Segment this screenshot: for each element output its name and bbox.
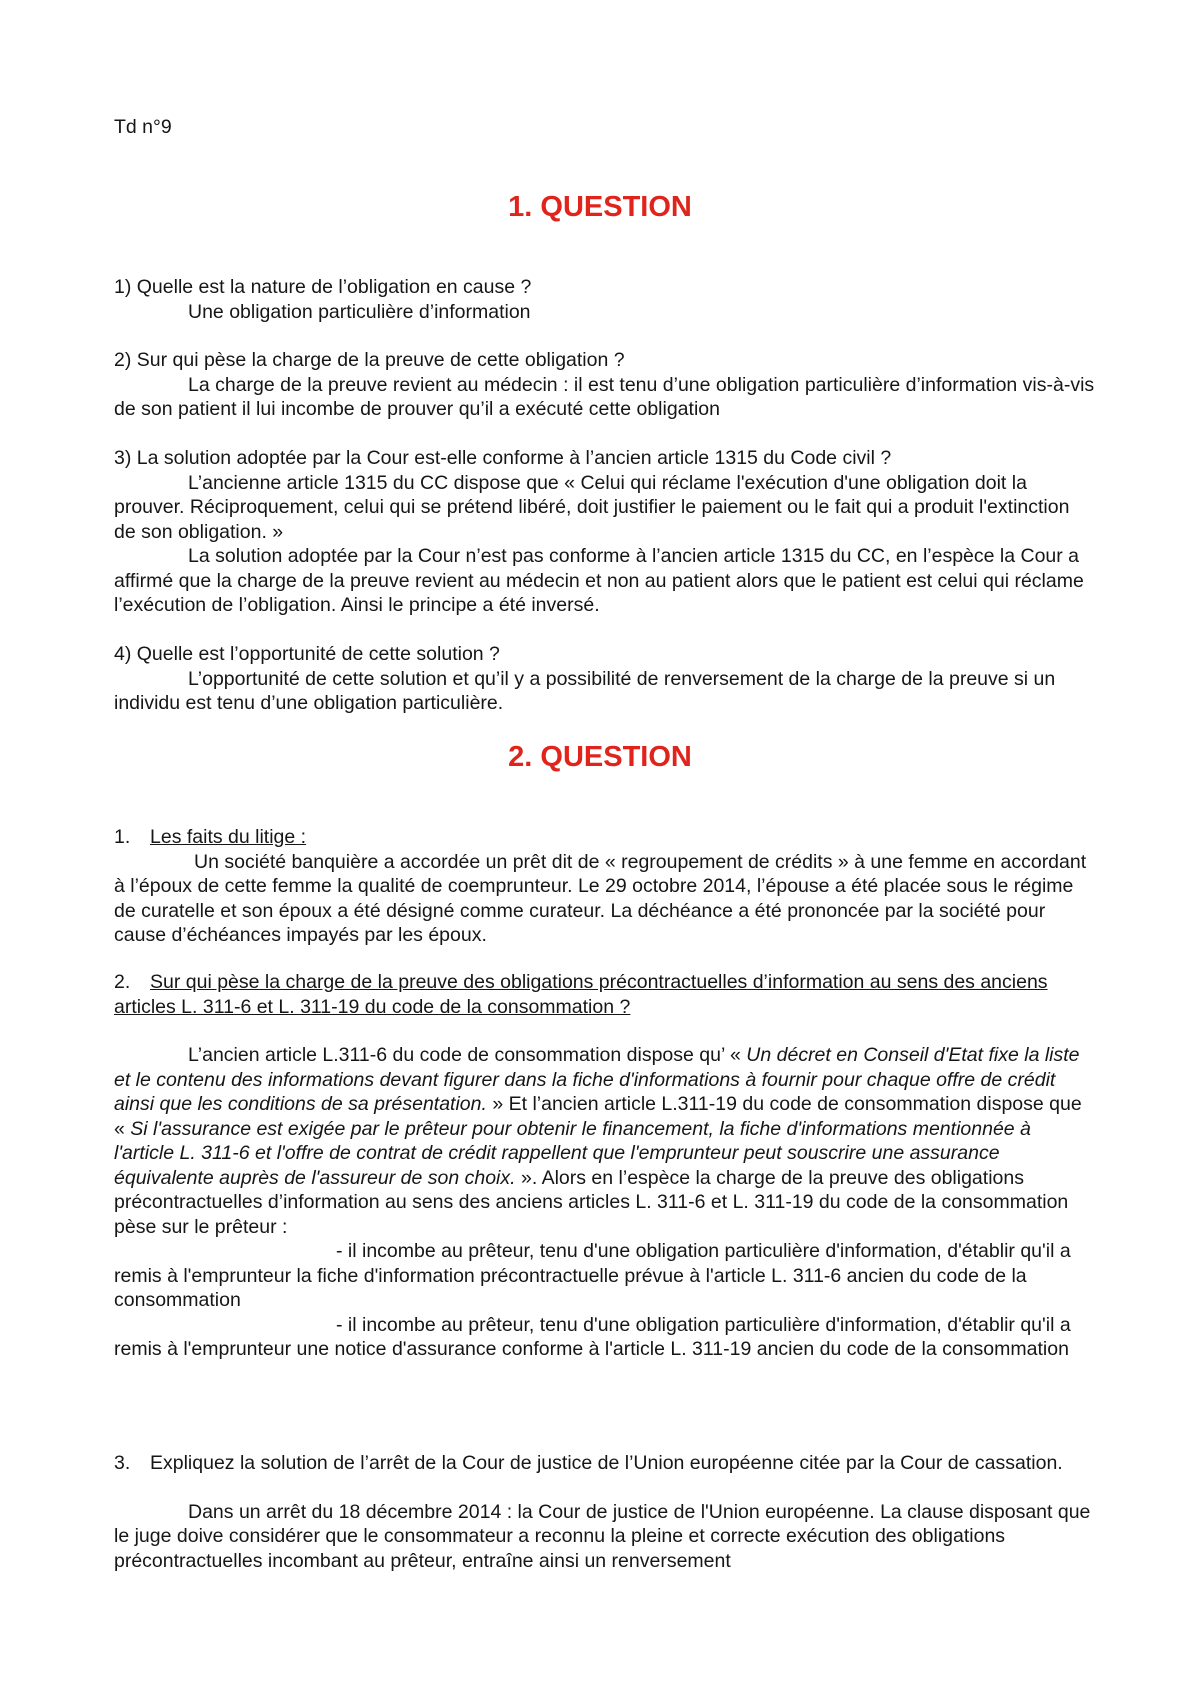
answer-text: Une obligation particulière d’information bbox=[188, 300, 531, 323]
bullet-item: - il incombe au prêteur, tenu d'une obligation particulière d'information, d'établir qu'il a remis à l'emprunteur la fiche d'information précontractuelle prévue à l'article L. 311-6 ancien du code de la consommation bbox=[114, 1240, 1071, 1311]
section1-q1 bbox=[114, 275, 1096, 324]
quote-italic: Un décret en Conseil d'Etat fixe la liste et le contenu des informations devant figurer dans la fiche d'informations à fournir pour chaque offre de crédit ainsi que les conditions de sa présentation. bbox=[114, 1044, 1080, 1115]
answer-text: La charge de la preuve revient au médecin : il est tenu d’une obligation particulière d’information vis-à-vis de son patient il lui incombe de prouver qu’il a exécuté cette obligation bbox=[114, 373, 1095, 420]
question-text: 3) La solution adoptée par la Cour est-elle conforme à l’ancien article 1315 du Code civil ? bbox=[114, 447, 892, 469]
section1-q3 bbox=[114, 446, 1096, 618]
section1-q4 bbox=[114, 642, 1096, 716]
list-number: 3. bbox=[114, 1452, 131, 1474]
section1-q2 bbox=[114, 348, 1096, 422]
item-title: Les faits du litige : bbox=[150, 826, 307, 848]
list-number: 1. bbox=[114, 826, 131, 848]
text-run: L’ancien article L.311-6 du code de consommation dispose qu’ « bbox=[188, 1044, 747, 1066]
quote-italic: Si l'assurance est exigée par le prêteur pour obtenir le financement, la fiche d'informations mentionnée à l'article L. 311-6 et l'offre de contrat de crédit rappellent que l'emprunteur peut souscrire une assurance équivalente auprès de l'assureur de son choix. bbox=[114, 1117, 1031, 1189]
item-title: Sur qui pèse la charge de la preuve des obligations précontractuelles d’information au sens des anciens articles L. 311-6 et L. 311-19 du code de la consommation ? bbox=[114, 971, 1048, 1018]
text-run: » Et l’ancien article L.311-19 du code de consommation dispose que « bbox=[114, 1093, 1082, 1140]
item-title: Expliquez la solution de l’arrêt de la Cour de justice de l’Union européenne citée par la Cour de cassation. bbox=[150, 1452, 1063, 1474]
section2-item2 bbox=[114, 970, 1096, 1362]
question-text: 4) Quelle est l’opportunité de cette solution ? bbox=[114, 643, 500, 665]
section1-heading: 1. QUESTION bbox=[508, 191, 692, 223]
text-run: ». Alors en l’espèce la charge de la preuve des obligations précontractuelles d’information au sens des anciens articles L. 311-6 et L. 311-19 du code de la consommation pèse sur le prêteur : bbox=[114, 1166, 1069, 1238]
answer-text: L’opportunité de cette solution et qu’il y a possibilité de renversement de la charge de la preuve si un individu est tenu d’une obligation particulière. bbox=[114, 667, 1056, 714]
item-text: Dans un arrêt du 18 décembre 2014 : la Cour de justice de l'Union européenne. La clause disposant que le juge doive considérer que le consommateur a reconnu la pleine et correcte exécution des obligations précontractuelles incombant au prêteur, entraîne ainsi un renversement bbox=[114, 1500, 1091, 1572]
section2-item3 bbox=[114, 1451, 1096, 1573]
answer-text: La solution adoptée par la Cour n’est pas conforme à l’ancien article 1315 du CC, en l’espèce la Cour a affirmé que la charge de la preuve revient au médecin et non au patient alors que le patient est celui qui réclame l’exécution de l’obligation. Ainsi le principe a été inversé. bbox=[114, 545, 1084, 616]
section2-item1 bbox=[114, 825, 1096, 948]
question-text: 2) Sur qui pèse la charge de la preuve de cette obligation ? bbox=[114, 349, 625, 371]
bullet-item: - il incombe au prêteur, tenu d'une obligation particulière d'information, d'établir qu'il a remis à l'emprunteur une notice d'assurance conforme à l'article L. 311-19 ancien du code de la consommation bbox=[114, 1313, 1071, 1360]
question-text: 1) Quelle est la nature de l’obligation en cause ? bbox=[114, 276, 532, 298]
section2-heading: 2. QUESTION bbox=[508, 741, 692, 773]
answer-text: L’ancienne article 1315 du CC dispose que « Celui qui réclame l'exécution d'une obligation doit la prouver. Réciproquement, celui qui se prétend libéré, doit justifier le paiement ou le fait qui a produit l'extinction de son obligation. » bbox=[114, 471, 1070, 543]
item-paragraph bbox=[114, 1043, 1096, 1239]
list-number: 2. bbox=[114, 971, 131, 993]
document-title: Td n°9 bbox=[114, 116, 172, 138]
item-text: Un société banquière a accordée un prêt dit de « regroupement de crédits » à une femme en accordant à l’époux de cette femme la qualité de coemprunteur. Le 29 octobre 2014, l’épouse a été placée sous le régime de curatelle et son époux a été désigné comme curateur. La déchéance a été prononcée par la société pour cause d’échéances impayés par les époux. bbox=[114, 850, 1087, 946]
